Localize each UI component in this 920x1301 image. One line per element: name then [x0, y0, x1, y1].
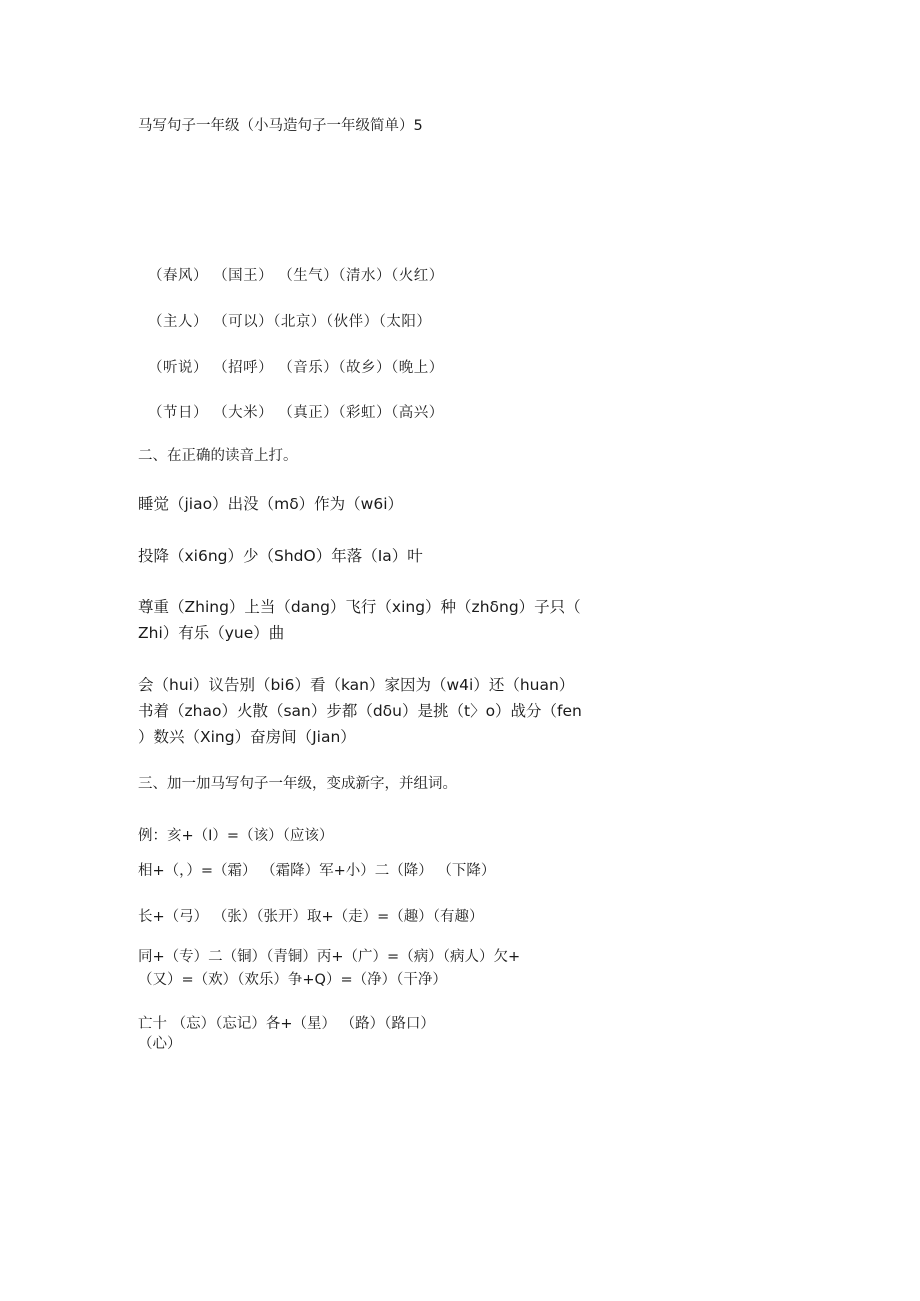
word-row-1: （春风） （国王） （生气）（清水）（火红） [148, 268, 444, 284]
section-2-heading: 二、在正确的读音上打。 [138, 448, 298, 464]
compose-line-2: 相+（，）=（霜） （霜降）军+小）二（降） （下降） [138, 863, 496, 879]
compose-line-5: （又）=（欢）（欢乐）争+Q）=（净）（干净） [138, 972, 447, 988]
pinyin-line-7: ）数兴（Xing）奋房间（Jian） [138, 728, 356, 746]
pinyin-line-2: 投降（xi6ng）少（ShdO）年落（Ia）叶 [138, 547, 423, 565]
pinyin-line-6: 书着（zhao）火散（san）步都（dδu）是挑（t〉o）战分（fen [138, 702, 582, 720]
pinyin-line-3: 尊重（Zhing）上当（dang）飞行（xing）种（zhδng）子只（ [138, 598, 581, 616]
compose-line-4: 同+（专）二（铜）（青铜）丙+（广）=（病）（病人）欠+ [138, 949, 521, 965]
pinyin-line-4: Zhi）有乐（yue）曲 [138, 624, 285, 642]
compose-line-6: 亡十 （忘）（忘记）各+（星） （路）（路口） [138, 1016, 435, 1032]
word-row-2: （主人） （可以）（北京）（伙伴）（太阳） [148, 314, 432, 330]
word-row-3: （听说） （招呼） （音乐）（故乡）（晚上） [148, 360, 444, 376]
pinyin-line-1: 睡觉（jiao）出没（mδ）作为（w6i） [138, 495, 404, 513]
page-title: 马写句子一年级（小马造句子一年级简单）5 [138, 118, 423, 134]
compose-line-7: （心） [138, 1036, 182, 1052]
compose-line-1: 例：亥+（I）=（该）（应该） [138, 828, 334, 844]
pinyin-line-5: 会（hui）议告别（bi6）看（kan）家因为（w4i）还（huan） [138, 676, 575, 694]
compose-line-3: 长+（弓） （张）（张开）取+（走）=（趣）（有趣） [138, 909, 484, 925]
section-3-heading: 三、加一加马写句子一年级，变成新字，并组词。 [138, 776, 457, 792]
word-row-4: （节日） （大米） （真正）（彩虹）（高兴） [148, 405, 444, 421]
